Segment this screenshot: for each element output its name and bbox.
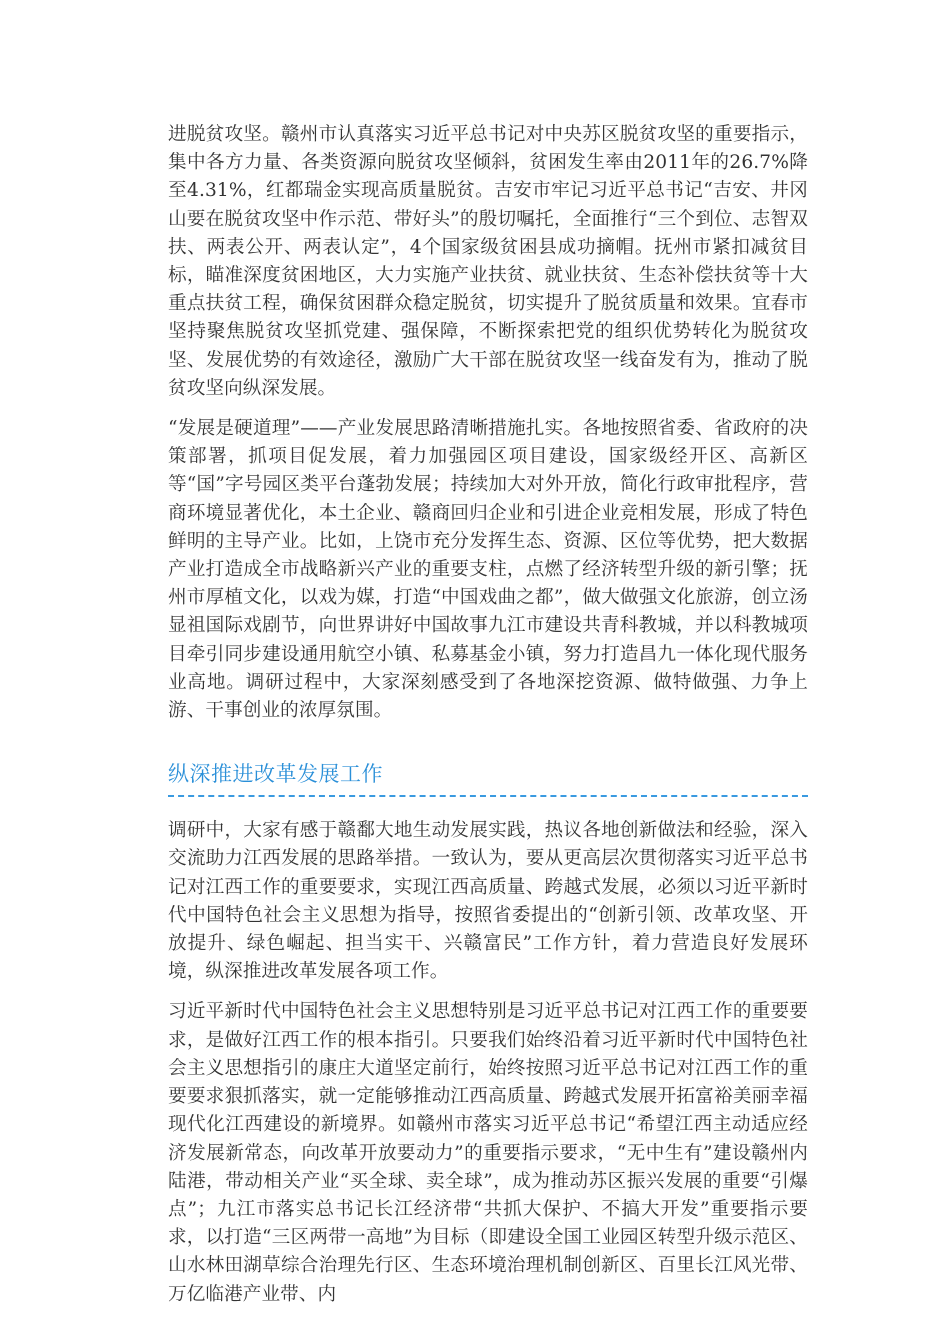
body-paragraph-guiding-thought: 习近平新时代中国特色社会主义思想特别是习近平总书记对江西工作的重要要求，是做好江西工作的根本指引。只要我们始终沿着习近平新时代中国特色社会主义思想指引的康庄大道坚定前行，始终按照习近平总书记对江西工作的重要要求狠抓落实，就一定能够推动江西高质量、跨越式发展开拓富裕美丽幸福现代化江西建设的新境界。如赣州市落实习近平总书记“希望江西主动适应经济发展新常态，向改革开放要动力”的重要指示要求，“无中生有”建设赣州内陆港，带动相关产业“买全球、卖全球”，成为推动苏区振兴发展的重要“引爆点”；九江市落实总书记长江经济带“共抓大保护、不搞大开发”重要指示要求，以打造“三区两带一高地”为目标（即建设全国工业园区转型升级示范区、山水林田湖草综合治理先行区、生态环境治理机制创新区、百里长江风光带、万亿临港产业带、内 [168, 1001, 808, 1305]
body-paragraph-research-consensus: 调研中，大家有感于赣鄱大地生动发展实践，热议各地创新做法和经验，深入交流助力江西发展的思路举措。一致认为，要从更高层次贯彻落实习近平总书记对江西工作的重要要求，实现江西高质量、跨越式发展，必须以习近平新时代中国特色社会主义思想为指导，按照省委提出的“创新引领、改革攻坚、开放提升、绿色崛起、担当实干、兴赣富民”工作方针，着力营造良好发展环境，纵深推进改革发展各项工作。 [168, 820, 808, 983]
section-dashed-divider [168, 795, 808, 797]
section-reform-development [168, 759, 808, 1308]
body-paragraph-poverty-alleviation: 进脱贫攻坚。赣州市认真落实习近平总书记对中央苏区脱贫攻坚的重要指示，集中各方力量、各类资源向脱贫攻坚倾斜，贫困发生率由2011年的26.7%降至4.31%，红都瑞金实现高质量脱贫。吉安市牢记习近平总书记“吉安、井冈山要在脱贫攻坚中作示范、带好头”的殷切嘱托，全面推行“三个到位、志智双扶、两表公开、两表认定”，4个国家级贫困县成功摘帽。抚州市紧扣减贫目标，瞄准深度贫困地区，大力实施产业扶贫、就业扶贫、生态补偿扶贫等十大重点扶贫工程，确保贫困群众稳定脱贫，切实提升了脱贫质量和效果。宜春市坚持聚焦脱贫攻坚抓党建、强保障，不断探索把党的组织优势转化为脱贫攻坚、发展优势的有效途径，激励广大干部在脱贫攻坚一线奋发有为，推动了脱贫攻坚向纵深发展。 [168, 124, 808, 399]
body-paragraph-industry-development: “发展是硬道理”——产业发展思路清晰措施扎实。各地按照省委、省政府的决策部署，抓项目促发展，着力加强园区项目建设，国家级经开区、高新区等“国”字号园区类平台蓬勃发展；持续加大对外开放，简化行政审批程序，营商环境显著优化，本土企业、赣商回归企业和引进企业竞相发展，形成了特色鲜明的主导产业。比如，上饶市充分发挥生态、资源、区位等优势，把大数据产业打造成全市战略新兴产业的重要支柱，点燃了经济转型升级的新引擎；抚州市厚植文化，以戏为媒，打造“中国戏曲之都”，做大做强文化旅游，创立汤显祖国际戏剧节，向世界讲好中国故事九江市建设共青科教城，并以科教城项目牵引同步建设通用航空小镇、私募基金小镇，努力打造昌九一体化现代服务业高地。调研过程中，大家深刻感受到了各地深挖资源、做特做强、力争上游、干事创业的浓厚氛围。 [168, 418, 808, 722]
section-heading: 纵深推进改革发展工作 [168, 762, 383, 787]
section-body [168, 817, 808, 1308]
text-column [168, 121, 808, 1309]
